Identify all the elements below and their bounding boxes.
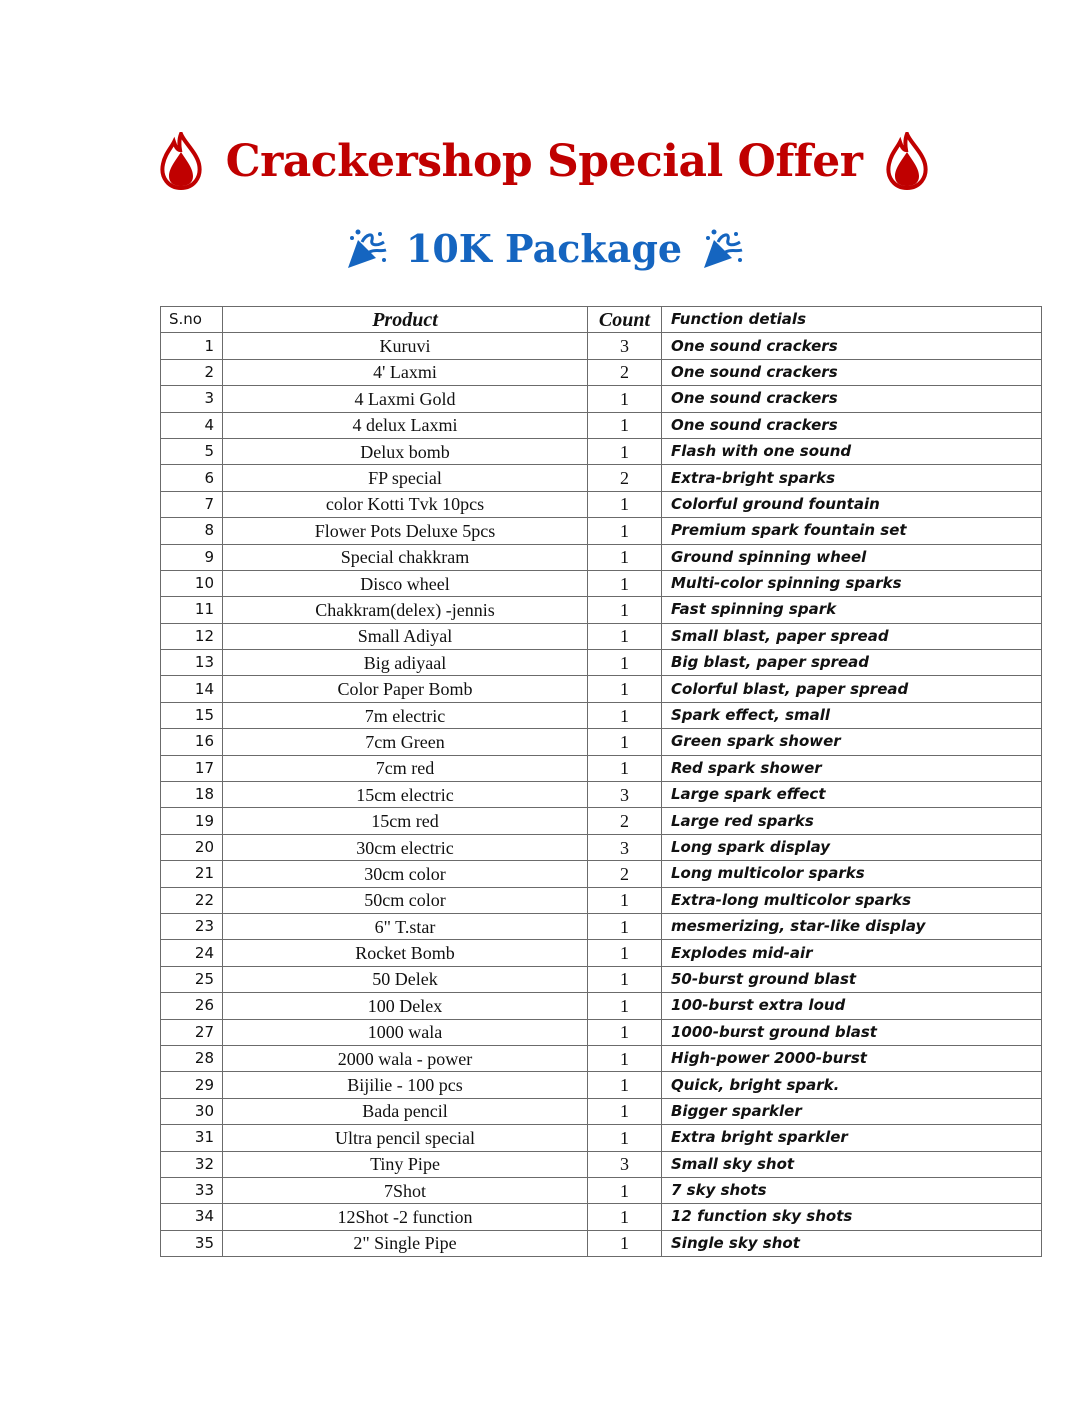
cell-count: 1 [588,597,662,623]
table-row [161,940,1042,966]
cell-count: 1 [588,623,662,649]
cell-function: Long spark display [662,834,1042,860]
cell-function: Extra-bright sparks [662,465,1042,491]
cell-product: 7cm Green [223,729,588,755]
cell-product: Delux bomb [223,438,588,464]
cell-count: 1 [588,438,662,464]
page-title: Crackershop Special Offer [225,135,863,187]
cell-function: Flash with one sound [662,438,1042,464]
cell-function: Long multicolor sparks [662,861,1042,887]
cell-function: Large red sparks [662,808,1042,834]
cell-count: 1 [588,1177,662,1203]
cell-count: 1 [588,1125,662,1151]
cell-sno: 31 [161,1125,223,1151]
cell-product: 4 Laxmi Gold [223,386,588,412]
party-popper-icon [700,228,744,270]
table-row [161,623,1042,649]
cell-sno: 18 [161,782,223,808]
cell-sno: 15 [161,702,223,728]
cell-product: 2000 wala - power [223,1045,588,1071]
cell-function: 100-burst extra loud [662,993,1042,1019]
table-row [161,887,1042,913]
table-row [161,808,1042,834]
table-row [161,993,1042,1019]
cell-count: 3 [588,834,662,860]
cell-count: 1 [588,1045,662,1071]
cell-product: color Kotti Tvk 10pcs [223,491,588,517]
cell-function: 1000-burst ground blast [662,1019,1042,1045]
table-row [161,729,1042,755]
cell-sno: 33 [161,1177,223,1203]
cell-product: 100 Delex [223,993,588,1019]
table-row [161,1151,1042,1177]
table-row [161,597,1042,623]
cell-sno: 2 [161,359,223,385]
cell-sno: 10 [161,570,223,596]
table-row [161,544,1042,570]
cell-function: Quick, bright spark. [662,1072,1042,1098]
table-row [161,702,1042,728]
fire-icon [158,132,204,190]
table-row [161,782,1042,808]
cell-sno: 22 [161,887,223,913]
cell-function: Fast spinning spark [662,597,1042,623]
cell-product: 6" T.star [223,913,588,939]
page-title-row [0,132,1088,190]
cell-count: 1 [588,491,662,517]
cell-sno: 19 [161,808,223,834]
cell-function: Bigger sparkler [662,1098,1042,1124]
cell-sno: 11 [161,597,223,623]
cell-function: Red spark shower [662,755,1042,781]
cell-function: Extra-long multicolor sparks [662,887,1042,913]
cell-sno: 20 [161,834,223,860]
cell-sno: 28 [161,1045,223,1071]
cell-sno: 21 [161,861,223,887]
table-row [161,1019,1042,1045]
cell-product: Special chakkram [223,544,588,570]
cell-product: 50 Delek [223,966,588,992]
cell-sno: 34 [161,1204,223,1230]
cell-function: One sound crackers [662,412,1042,438]
table-body [161,333,1042,1257]
cell-count: 3 [588,333,662,359]
cell-count: 1 [588,1072,662,1098]
column-header-sno: S.no [161,307,223,333]
cell-sno: 23 [161,913,223,939]
table-row [161,1204,1042,1230]
cell-count: 1 [588,729,662,755]
cell-count: 1 [588,1019,662,1045]
cell-product: Kuruvi [223,333,588,359]
table-row [161,333,1042,359]
package-title: 10K Package [405,226,683,271]
cell-sno: 25 [161,966,223,992]
cell-product: 50cm color [223,887,588,913]
cell-count: 1 [588,887,662,913]
cell-function: mesmerizing, star-like display [662,913,1042,939]
cell-product: 4' Laxmi [223,359,588,385]
cell-sno: 30 [161,1098,223,1124]
cell-product: 30cm color [223,861,588,887]
cell-sno: 4 [161,412,223,438]
table-row [161,755,1042,781]
column-header-count: Count [588,307,662,333]
cell-product: Ultra pencil special [223,1125,588,1151]
cell-product: Bijilie - 100 pcs [223,1072,588,1098]
cell-sno: 7 [161,491,223,517]
cell-sno: 24 [161,940,223,966]
cell-function: Extra bright sparkler [662,1125,1042,1151]
column-header-function: Function detials [662,307,1042,333]
table-header-row [161,307,1042,333]
table-row [161,465,1042,491]
cell-product: 12Shot -2 function [223,1204,588,1230]
cell-function: Large spark effect [662,782,1042,808]
cell-count: 1 [588,1230,662,1256]
cell-count: 2 [588,808,662,834]
cell-count: 1 [588,544,662,570]
cell-product: 1000 wala [223,1019,588,1045]
party-popper-icon [344,228,388,270]
table-row [161,676,1042,702]
cell-sno: 3 [161,386,223,412]
cell-count: 1 [588,940,662,966]
table-row [161,491,1042,517]
cell-count: 1 [588,1098,662,1124]
cell-count: 3 [588,1151,662,1177]
cell-product: Disco wheel [223,570,588,596]
cell-sno: 5 [161,438,223,464]
cell-function: Colorful blast, paper spread [662,676,1042,702]
cell-sno: 12 [161,623,223,649]
cell-function: One sound crackers [662,333,1042,359]
table-row [161,518,1042,544]
cell-product: 2" Single Pipe [223,1230,588,1256]
cell-sno: 27 [161,1019,223,1045]
cell-function: Ground spinning wheel [662,544,1042,570]
table-row [161,1177,1042,1203]
cell-product: 30cm electric [223,834,588,860]
cell-sno: 17 [161,755,223,781]
cell-function: One sound crackers [662,359,1042,385]
cell-product: Flower Pots Deluxe 5pcs [223,518,588,544]
cell-sno: 9 [161,544,223,570]
cell-count: 1 [588,993,662,1019]
cell-sno: 14 [161,676,223,702]
cell-count: 1 [588,518,662,544]
table-row [161,359,1042,385]
cell-function: Small sky shot [662,1151,1042,1177]
cell-count: 1 [588,702,662,728]
cell-function: 50-burst ground blast [662,966,1042,992]
cell-function: Small blast, paper spread [662,623,1042,649]
cell-function: Colorful ground fountain [662,491,1042,517]
cell-count: 1 [588,570,662,596]
cell-product: 7m electric [223,702,588,728]
column-header-product: Product [223,307,588,333]
table-row [161,834,1042,860]
cell-count: 2 [588,465,662,491]
package-title-row [0,226,1088,271]
cell-product: Small Adiyal [223,623,588,649]
table-row [161,1125,1042,1151]
table-row [161,1045,1042,1071]
cell-product: 7Shot [223,1177,588,1203]
cell-count: 1 [588,966,662,992]
cell-function: High-power 2000-burst [662,1045,1042,1071]
cell-product: Rocket Bomb [223,940,588,966]
cell-count: 1 [588,676,662,702]
cell-count: 1 [588,650,662,676]
cell-function: Premium spark fountain set [662,518,1042,544]
cell-sno: 13 [161,650,223,676]
cell-product: FP special [223,465,588,491]
cell-count: 1 [588,913,662,939]
cell-count: 2 [588,359,662,385]
cell-sno: 16 [161,729,223,755]
cell-function: One sound crackers [662,386,1042,412]
package-table [160,306,1042,1257]
cell-count: 1 [588,412,662,438]
table-row [161,570,1042,596]
cell-count: 1 [588,386,662,412]
cell-sno: 8 [161,518,223,544]
cell-product: 15cm red [223,808,588,834]
table-row [161,861,1042,887]
table-row [161,386,1042,412]
cell-sno: 1 [161,333,223,359]
cell-product: 7cm red [223,755,588,781]
cell-function: Green spark shower [662,729,1042,755]
cell-function: Big blast, paper spread [662,650,1042,676]
cell-sno: 29 [161,1072,223,1098]
table-row [161,966,1042,992]
cell-sno: 32 [161,1151,223,1177]
cell-product: 4 delux Laxmi [223,412,588,438]
table-row [161,1098,1042,1124]
table-row [161,1072,1042,1098]
fire-icon [884,132,930,190]
cell-product: 15cm electric [223,782,588,808]
cell-count: 1 [588,1204,662,1230]
cell-count: 2 [588,861,662,887]
cell-sno: 6 [161,465,223,491]
cell-product: Color Paper Bomb [223,676,588,702]
cell-function: 12 function sky shots [662,1204,1042,1230]
cell-function: Spark effect, small [662,702,1042,728]
table-row [161,412,1042,438]
table-row [161,650,1042,676]
cell-function: Explodes mid-air [662,940,1042,966]
cell-product: Big adiyaal [223,650,588,676]
cell-count: 1 [588,755,662,781]
cell-product: Bada pencil [223,1098,588,1124]
cell-product: Tiny Pipe [223,1151,588,1177]
table-row [161,1230,1042,1256]
cell-sno: 35 [161,1230,223,1256]
table-row [161,913,1042,939]
cell-product: Chakkram(delex) -jennis [223,597,588,623]
cell-function: 7 sky shots [662,1177,1042,1203]
table-row [161,438,1042,464]
cell-function: Multi-color spinning sparks [662,570,1042,596]
cell-count: 3 [588,782,662,808]
cell-function: Single sky shot [662,1230,1042,1256]
cell-sno: 26 [161,993,223,1019]
